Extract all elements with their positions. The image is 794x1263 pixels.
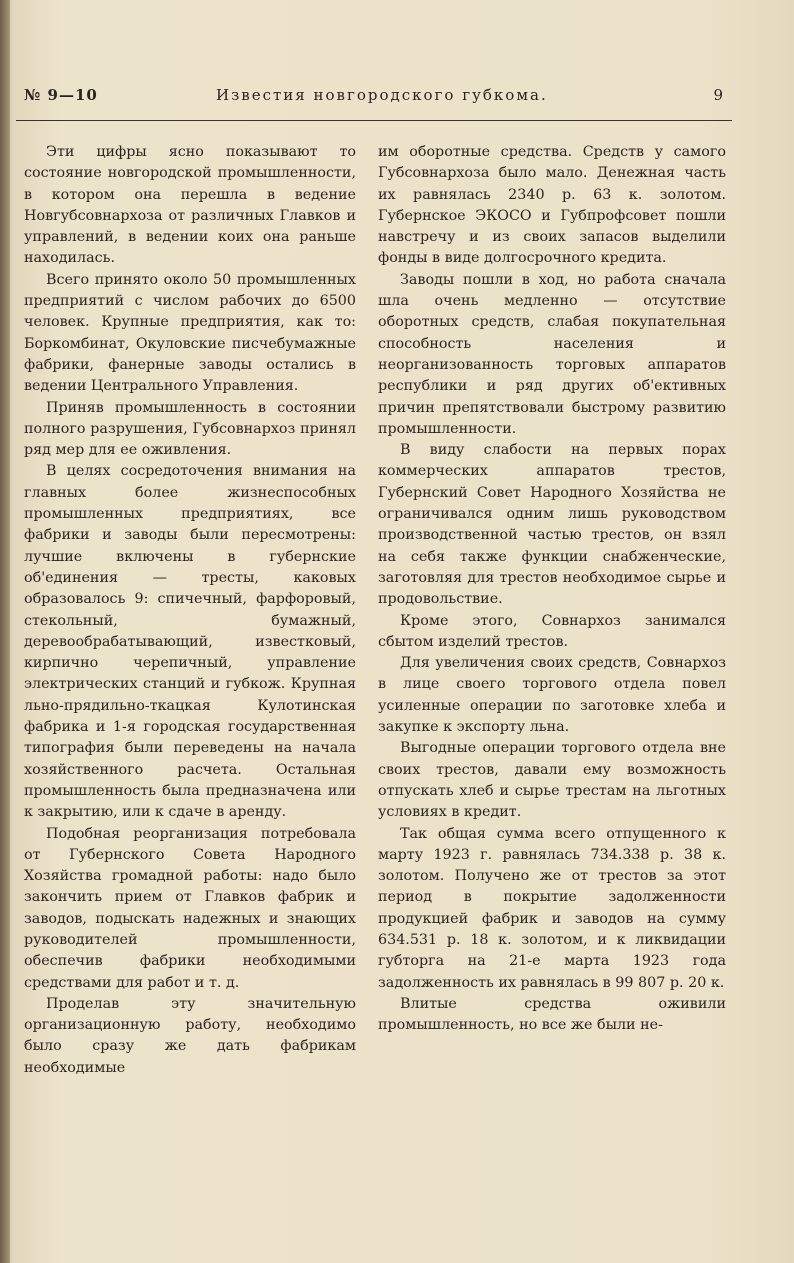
header-rule <box>16 120 732 121</box>
paragraph: Влитые средства оживили промышленность, но все же были не- <box>378 995 726 1034</box>
paragraph: В виду слабости на первых порах коммерческих аппаратов трестов, Губернский Совет Народного Хозяйства не ограничивался одним лишь руководством производственной частью трестов, он взял на себя также функции снабженческие, заготовляя для трестов необходимое сырье и продовольствие. <box>378 442 726 608</box>
paragraph: Подобная реорганизация потребовала от Губернского Совета Народного Хозяйства громадной работы: надо было закончить прием от Главков фабрик и заводов, подыскать надежных и знающих руководителей промышленности, обеспечив фабрики необходимыми средствами для работ и т. д. <box>24 825 356 991</box>
paragraph: им оборотные средства. Средств у самого Губсовнархоза было мало. Денежная часть их равнялась 2340 р. 63 к. золотом. Губернское ЭКОСО и Губпрофсовет пошли навстречу и из своих запасов выделили фонды в виде долгосрочного кредита. <box>378 144 726 267</box>
journal-title: Известия новгородского губкома. <box>216 86 548 104</box>
paragraph: Проделав эту значительную организационную работу, необходимо было сразу же дать фабрикам необходимые <box>24 995 356 1076</box>
paragraph: Выгодные операции торгового отдела вне своих трестов, давали ему возможность отпускать хлеб и сырье трестам на льготных условиях в кредит. <box>378 740 726 821</box>
paragraph: Для увеличения своих средств, Совнархоз в лице своего торгового отдела повел усиленные операции по заготовке хлеба и закупке к экспорту льна. <box>378 655 726 736</box>
page-number: 9 <box>713 86 724 104</box>
left-column <box>24 142 356 1079</box>
binding-edge <box>0 0 10 1263</box>
paragraph: Заводы пошли в ход, но работа сначала шла очень медленно — отсутствие оборотных средств, слабая покупательная способность населения и неорганизованность торговых аппаратов республики и ряд других об'ективных причин препятствовали быстрому развитию промышленности. <box>378 271 726 437</box>
paragraph: Приняв промышленность в состоянии полного разрушения, Губсовнархоз принял ряд мер для ее оживления. <box>24 399 356 459</box>
paragraph: В целях сосредоточения внимания на главных более жизнеспособных промышленных предприятиях, все фабрики и заводы были пересмотрены: лучшие включены в губернские об'единения — тресты, каковых образовалось 9: спичечный, фарфоровый, стекольный, бумажный, деревообрабатывающий, известковый, кирпично черепичный, управление электрических станций и губкож. Крупная льно-прядильно-ткацкая Кулотинская фабрика и 1-я городская государственная типография были переведены на начала хозяйственного расчета. Остальная промышленность была предназначена или к закрытию, или к сдаче в аренду. <box>24 463 356 821</box>
right-column <box>378 142 726 1036</box>
paragraph: Эти цифры ясно показывают то состояние новгородской промышленности, в котором она перешла в ведение Новгубсовнархоза от различных Главков и управлений, в ведении коих она раньше находилась. <box>24 144 356 267</box>
running-header <box>24 86 724 112</box>
issue-number: № 9—10 <box>24 86 98 104</box>
paragraph: Кроме этого, Совнархоз занимался сбытом изделий трестов. <box>378 612 726 650</box>
paragraph: Всего принято около 50 промышленных предприятий с числом рабочих до 6500 человек. Крупные предприятия, как то: Боркомбинат, Окуловские писчебумажные фабрики, фанерные заводы остались в ведении Центрального Управления. <box>24 271 356 395</box>
paragraph: Так общая сумма всего отпущенного к марту 1923 г. равнялась 734.338 р. 38 к. золотом. Получено же от трестов за этот период в покрытие задолженности продукцией фабрик и заводов на сумму 634.531 р. 18 к. золотом, и к ликвидации губторга на 21-е марта 1923 года задолженность их равнялась в 99 807 р. 20 к. <box>378 825 726 991</box>
